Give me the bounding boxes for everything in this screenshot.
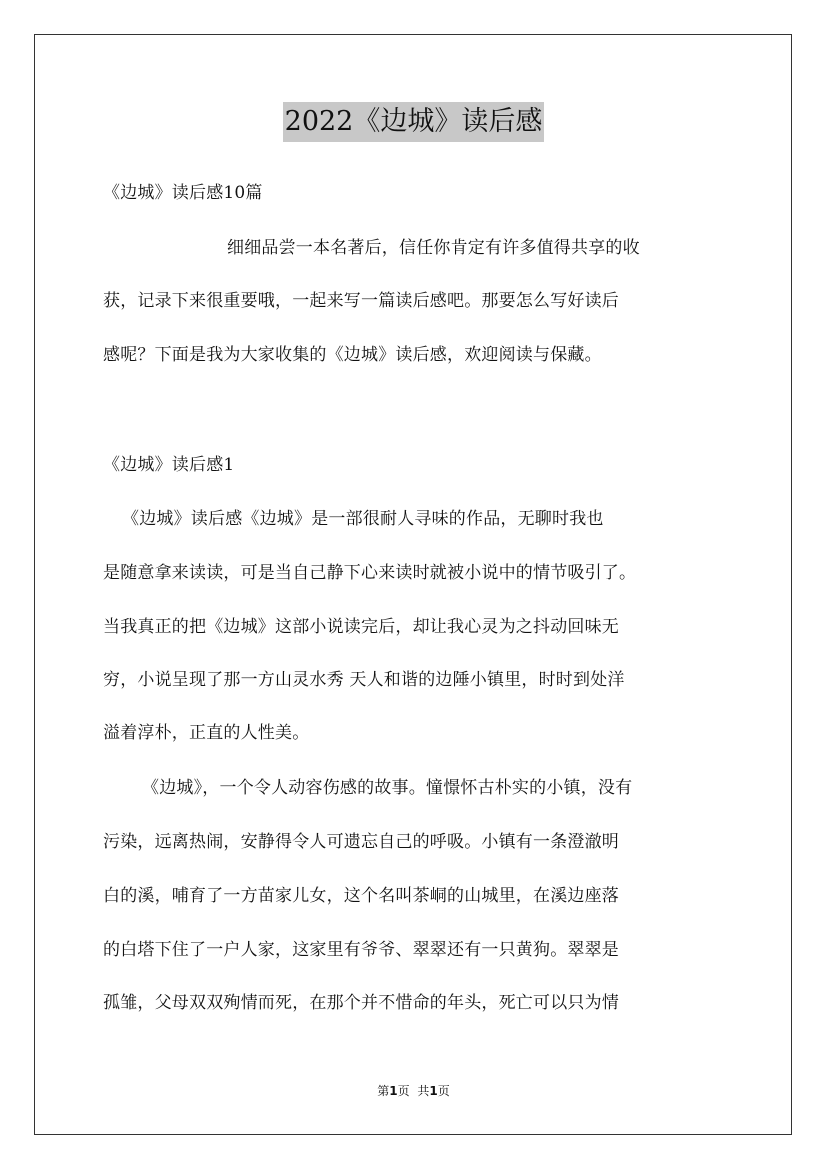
footer-total-prefix: 共 <box>417 1084 430 1098</box>
footer-page-suffix: 页 <box>397 1084 410 1098</box>
document-subtitle: 《边城》读后感10篇 <box>103 183 263 203</box>
paragraph1-line-4: 穷，小说呈现了那一方山灵水秀 天人和谐的边陲小镇里，时时到处洋 <box>103 670 625 690</box>
paragraph1-line-1: 《边城》读后感《边城》是一部很耐人寻味的作品，无聊时我也 <box>122 509 604 529</box>
section-heading: 《边城》读后感1 <box>103 455 235 475</box>
paragraph2-line-2: 污染，远离热闹，安静得令人可遗忘自己的呼吸。小镇有一条澄澈明 <box>103 832 619 852</box>
paragraph2-line-1: 《边城》，一个令人动容伤感的故事。憧憬怀古朴实的小镇，没有 <box>142 778 633 798</box>
footer-total-number: 1 <box>429 1084 438 1098</box>
document-title-text: 2022《边城》读后感 <box>283 102 545 142</box>
intro-line-2: 获，记录下来很重要哦，一起来写一篇读后感吧。那要怎么写好读后 <box>103 291 619 311</box>
intro-line-1: 细细品尝一本名著后，信任你肯定有许多值得共享的收 <box>227 238 640 258</box>
paragraph2-line-4: 的白塔下住了一户人家，这家里有爷爷、翠翠还有一只黄狗。翠翠是 <box>103 940 619 960</box>
footer-total-suffix: 页 <box>437 1084 450 1098</box>
paragraph2-line-3: 白的溪，哺育了一方苗家儿女，这个名叫茶峒的山城里，在溪边座落 <box>103 886 619 906</box>
paragraph1-line-5: 溢着淳朴，正直的人性美。 <box>103 723 310 743</box>
paragraph1-line-2: 是随意拿来读读，可是当自己静下心来读时就被小说中的情节吸引了。 <box>103 563 637 583</box>
page-footer <box>0 1083 827 1099</box>
paragraph2-line-5: 孤雏，父母双双殉情而死，在那个并不惜命的年头，死亡可以只为情 <box>103 993 619 1013</box>
intro-line-3: 感呢？下面是我为大家收集的《边城》读后感，欢迎阅读与保藏。 <box>103 345 602 365</box>
footer-page-number: 1 <box>389 1084 398 1098</box>
document-title <box>0 102 827 142</box>
paragraph1-line-3: 当我真正的把《边城》这部小说读完后，却让我心灵为之抖动回味无 <box>103 617 619 637</box>
footer-page-prefix: 第 <box>377 1084 390 1098</box>
